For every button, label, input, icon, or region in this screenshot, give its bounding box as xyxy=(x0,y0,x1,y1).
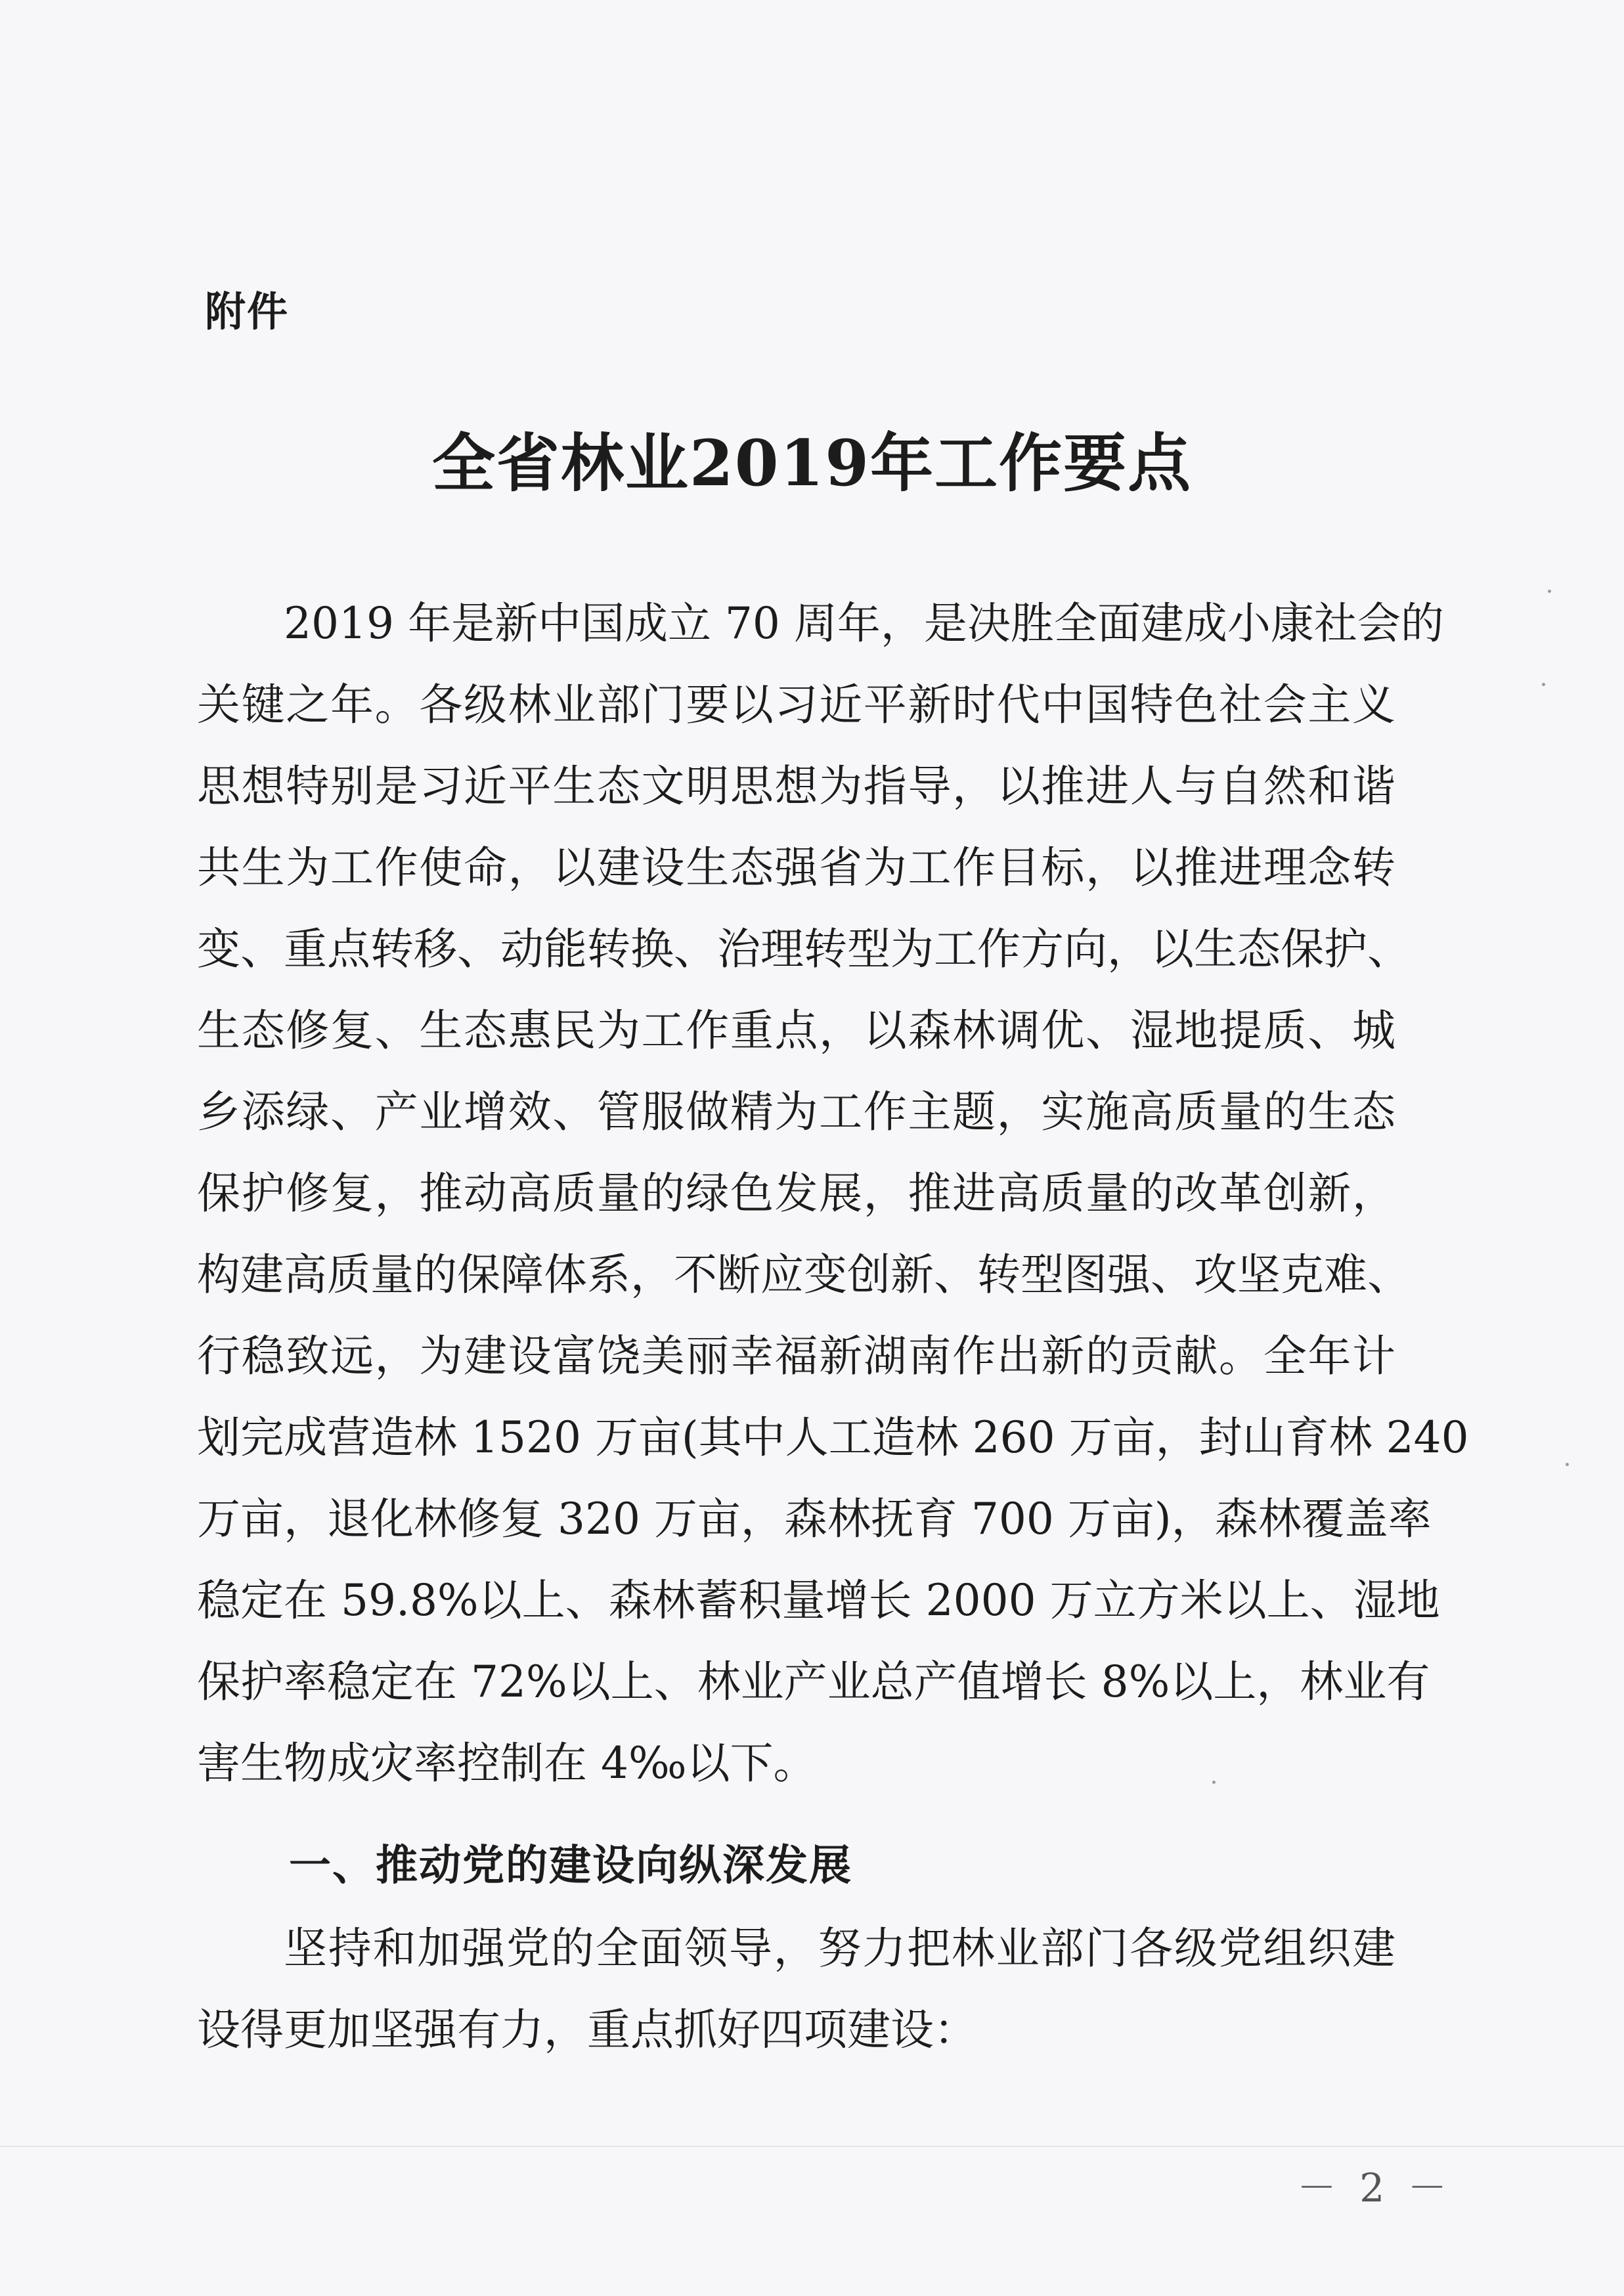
page-number: － 2 － xyxy=(1297,2165,1453,2211)
paragraph-line: 稳定在 59.8%以上、森林蓄积量增长 2000 万立方米以上、湿地 xyxy=(197,1575,1440,1626)
document-title: 全省林业2019年工作要点 xyxy=(431,426,1193,500)
paragraph-line: 思想特别是习近平生态文明思想为指导，以推进人与自然和谐 xyxy=(197,761,1395,812)
paragraph-line: 生态修复、生态惠民为工作重点，以森林调优、湿地提质、城 xyxy=(197,1005,1395,1056)
attachment-label: 附件 xyxy=(205,288,290,336)
paragraph-line: 保护率稳定在 72%以上、林业产业总产值增长 8%以上，林业有 xyxy=(197,1657,1430,1707)
section-heading: 一、推动党的建设向纵深发展 xyxy=(289,1842,852,1890)
paragraph-line: 行稳致远，为建设富饶美丽幸福新湖南作出新的贡献。全年计 xyxy=(197,1331,1395,1381)
paragraph-line: 万亩，退化林修复 320 万亩，森林抚育 700 万亩)，森林覆盖率 xyxy=(197,1494,1432,1544)
paragraph-line: 划完成营造林 1520 万亩(其中人工造林 260 万亩，封山育林 240 xyxy=(197,1412,1469,1463)
scan-speck xyxy=(1542,683,1545,686)
paragraph-line: 2019 年是新中国成立 70 周年，是决胜全面建成小康社会的 xyxy=(284,598,1444,649)
paragraph-line: 保护修复，推动高质量的绿色发展，推进高质量的改革创新， xyxy=(197,1168,1395,1219)
paragraph-line: 共生为工作使命，以建设生态强省为工作目标，以推进理念转 xyxy=(197,842,1395,893)
scan-speck xyxy=(1212,1781,1216,1784)
footer-divider xyxy=(0,2146,1624,2147)
paragraph-line: 害生物成灾率控制在 4‰以下。 xyxy=(197,1738,817,1788)
paragraph-line: 关键之年。各级林业部门要以习近平新时代中国特色社会主义 xyxy=(197,680,1395,730)
paragraph-line: 坚持和加强党的全面领导，努力把林业部门各级党组织建 xyxy=(284,1923,1395,1974)
paragraph-line: 变、重点转移、动能转换、治理转型为工作方向，以生态保护、 xyxy=(197,924,1411,974)
scan-speck xyxy=(1566,1463,1569,1466)
scan-speck xyxy=(1548,590,1551,593)
paragraph-line: 设得更加坚强有力，重点抓好四项建设： xyxy=(197,2004,977,2055)
paragraph-line: 乡添绿、产业增效、管服做精为工作主题，实施高质量的生态 xyxy=(197,1087,1395,1137)
paragraph-line: 构建高质量的保障体系，不断应变创新、转型图强、攻坚克难、 xyxy=(197,1249,1411,1300)
